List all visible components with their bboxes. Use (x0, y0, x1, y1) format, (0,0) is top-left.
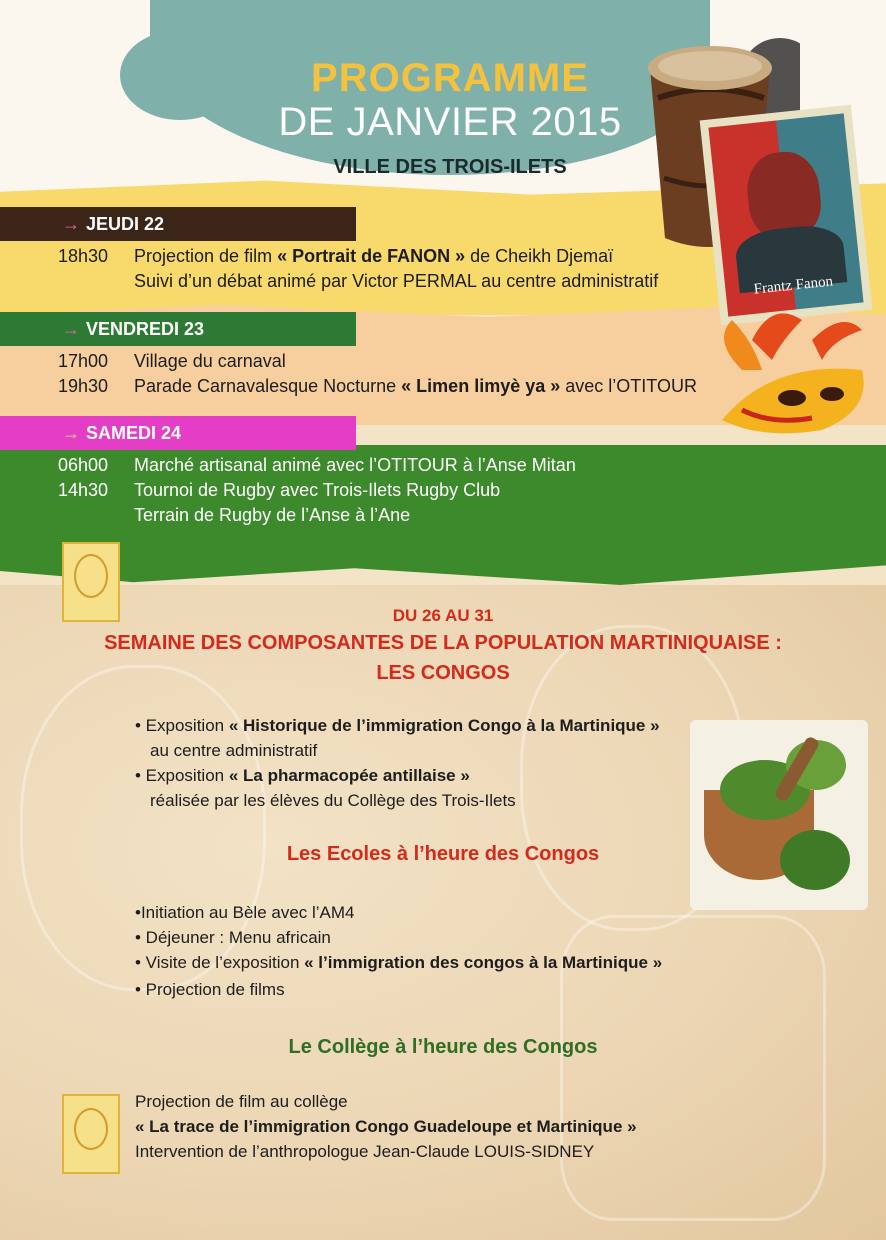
schools-item: •Initiation au Bèle avec l’AM4 (135, 903, 355, 922)
exhibition-location: réalisée par les élèves du Collège des Trois-Ilets (150, 791, 516, 810)
schools-title: Les Ecoles à l’heure des Congos (286, 843, 600, 865)
college-title: Le Collège à l’heure des Congos (288, 1036, 598, 1058)
event-time: 14h30 (58, 480, 109, 500)
schools-item-title: « l’immigration des congos à la Martinique » (304, 953, 663, 972)
congo-motif-logo (62, 1094, 120, 1174)
arrow-right-icon: → (62, 423, 80, 443)
event-text: Suivi d’un débat animé par Victor PERMAL au centre administratif (134, 271, 659, 291)
exhibition-title: « La pharmacopée antillaise » (228, 766, 470, 785)
day-header-jeudi (0, 207, 356, 241)
event-row (58, 455, 576, 476)
college-film-title: « La trace de l’immigration Congo Guadeloupe et Martinique » (135, 1117, 637, 1136)
event-time: 17h00 (58, 351, 109, 371)
week-title-line1: SEMAINE DES COMPOSANTES DE LA POPULATION MARTINIQUAISE : (104, 632, 782, 654)
fanon-portrait (700, 105, 873, 326)
arrow-right-icon: → (62, 214, 80, 234)
event-row (58, 351, 286, 372)
event-time: 06h00 (58, 455, 109, 475)
event-row (58, 505, 410, 526)
page-title-line1: PROGRAMME (311, 56, 589, 100)
college-line: Intervention de l’anthropologue Jean-Claude LOUIS-SIDNEY (135, 1142, 595, 1161)
exhibition-prefix: • Exposition (135, 766, 229, 785)
event-text: Marché artisanal animé avec l’OTITOUR à l’Anse Mitan (134, 455, 576, 475)
portrait-caption: Frantz Fanon (753, 273, 834, 298)
page-subtitle: VILLE DES TROIS-ILETS (333, 156, 567, 178)
event-text: Village du carnaval (134, 351, 286, 371)
schools-item-prefix: • Visite de l’exposition (135, 953, 305, 972)
schools-item: • Déjeuner : Menu africain (135, 928, 331, 947)
exhibition-title: « Historique de l’immigration Congo à la Martinique » (228, 716, 660, 735)
event-title: « Limen limyè ya » (401, 376, 561, 396)
event-text-post: avec l’OTITOUR (560, 376, 697, 396)
day-label: VENDREDI 23 (86, 319, 205, 339)
event-text: Terrain de Rugby de l’Anse à l’Ane (134, 505, 411, 525)
exhibition-item (135, 766, 470, 786)
event-row (58, 246, 613, 267)
exhibition-prefix: • Exposition (135, 716, 229, 735)
page-title-line2: DE JANVIER 2015 (278, 100, 622, 144)
day-header-samedi (0, 416, 356, 450)
schools-item (135, 953, 662, 973)
event-title: « Portrait de FANON » (277, 246, 466, 266)
week-dates: DU 26 AU 31 (392, 606, 494, 625)
exhibition-location: au centre administratif (150, 741, 318, 760)
day-header-vendredi (0, 312, 356, 346)
event-time: 19h30 (58, 376, 109, 396)
college-line: Projection de film au collège (135, 1092, 348, 1111)
event-text: Projection de film (134, 246, 278, 266)
schools-item: • Projection de films (135, 980, 285, 999)
day-label: SAMEDI 24 (86, 423, 182, 443)
event-text: Tournoi de Rugby avec Trois-Ilets Rugby Club (134, 480, 501, 500)
event-text-post: de Cheikh Djemaï (465, 246, 614, 266)
exhibition-item (135, 716, 660, 736)
carnival-mask (712, 300, 882, 445)
event-time: 18h30 (58, 246, 109, 266)
arrow-right-icon: → (62, 319, 80, 339)
event-row (58, 376, 697, 397)
mortar-herbs-photo (690, 720, 868, 910)
day-label: JEUDI 22 (86, 214, 165, 234)
event-row (58, 271, 658, 292)
week-title-line2: LES CONGOS (376, 662, 510, 684)
teal-paint-splash-left (120, 30, 240, 120)
event-text: Parade Carnavalesque Nocturne (134, 376, 402, 396)
event-row (58, 480, 500, 501)
